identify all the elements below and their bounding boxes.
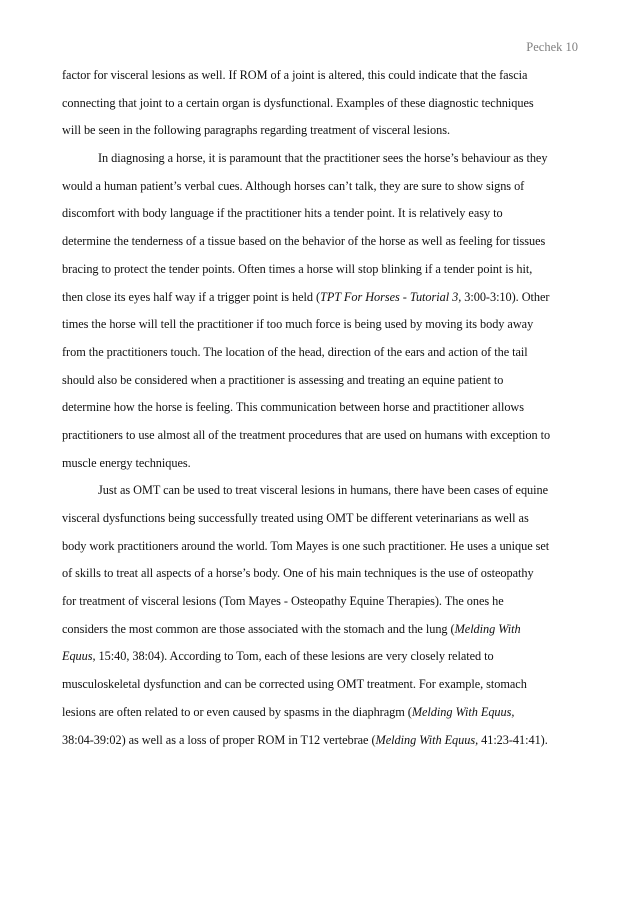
text-segment: body work practitioners around the world. Tom Mayes is one such practitioner. He uses a unique set (62, 538, 550, 553)
text-segment: then close its eyes half way if a trigger point is held ( (62, 289, 321, 304)
text-line (62, 588, 582, 616)
text-line (62, 505, 582, 533)
text-segment: visceral dysfunctions being successfully treated using OMT be different veterinarians as well as (62, 511, 529, 525)
text-line (62, 699, 582, 727)
text-segment: should also be considered when a practitioner is assessing and treating an equine patient to (62, 372, 504, 387)
text-line (62, 671, 582, 699)
text-line (62, 228, 582, 256)
page-header (526, 40, 578, 55)
text-line (62, 62, 582, 90)
italic-citation: Melding With Equus, (411, 704, 515, 719)
text-line (62, 117, 582, 145)
text-line (62, 616, 582, 644)
page-number-label: Pechek 10 (526, 40, 578, 54)
text-line (62, 367, 582, 395)
text-segment: will be seen in the following paragraphs regarding treatment of visceral lesions. (62, 123, 450, 138)
text-segment: of skills to treat all aspects of a horse’s body. One of his main techniques is the use of osteopathy (62, 566, 534, 581)
text-segment: determine how the horse is feeling. This communication between horse and practitioner allows (62, 400, 524, 415)
text-segment: In diagnosing a horse, it is paramount that the practitioner sees the horse’s behaviour as they (98, 151, 548, 166)
text-segment: 3:00-3:10). Other (461, 289, 550, 304)
text-line (62, 727, 582, 755)
text-segment: 38:04-39:02) as well as a loss of proper ROM in T12 vertebrae ( (62, 732, 376, 747)
text-segment: practitioners to use almost all of the treatment procedures that are used on humans with exception to (62, 427, 551, 442)
text-line (62, 339, 582, 367)
italic-citation: Equus, (62, 649, 96, 664)
text-segment: considers the most common are those associated with the stomach and the lung ( (62, 621, 455, 636)
text-segment: muscle energy techniques. (62, 455, 191, 470)
text-line (62, 450, 582, 478)
body-text (62, 62, 582, 754)
text-line (62, 284, 582, 312)
text-segment: Just as OMT can be used to treat visceral lesions in humans, there have been cases of equine (98, 483, 549, 498)
text-line (62, 200, 582, 228)
text-segment: musculoskeletal dysfunction and can be corrected using OMT treatment. For example, stomach (62, 677, 527, 692)
text-segment: lesions are often related to or even caused by spasms in the diaphragm ( (62, 704, 412, 719)
text-segment: connecting that joint to a certain organ is dysfunctional. Examples of these diagnostic techniques (62, 95, 534, 110)
text-segment: bracing to protect the tender points. Often times a horse will stop blinking if a tender point is hit, (62, 261, 533, 276)
text-line (62, 256, 582, 284)
text-line (62, 90, 582, 118)
text-segment: factor for visceral lesions as well. If ROM of a joint is altered, this could indicate that the fascia (62, 68, 528, 82)
text-segment: discomfort with body language if the practitioner hits a tender point. It is relatively easy to (62, 206, 503, 221)
text-segment: for treatment of visceral lesions (Tom Mayes - Osteopathy Equine Therapies). The ones he (62, 594, 504, 609)
text-segment: from the practitioners touch. The location of the head, direction of the ears and action of the tail (62, 344, 528, 359)
text-segment: 41:23-41:41). (478, 732, 548, 747)
italic-citation: Melding With (454, 621, 521, 636)
italic-citation: TPT For Horses - Tutorial 3, (320, 289, 462, 304)
text-line (62, 477, 582, 505)
text-line (62, 311, 582, 339)
text-segment: times the horse will tell the practitioner if too much force is being used by moving its body away (62, 317, 534, 332)
text-line (62, 173, 582, 201)
text-line (62, 643, 582, 671)
text-segment: 15:40, 38:04). According to Tom, each of these lesions are very closely related to (95, 649, 494, 664)
text-segment: determine the tenderness of a tissue based on the behavior of the horse as well as feeling for tissues (62, 234, 546, 249)
text-line (62, 145, 582, 173)
italic-citation: Melding With Equus, (375, 732, 479, 747)
text-segment: would a human patient’s verbal cues. Although horses can’t talk, they are sure to show signs of (62, 178, 525, 193)
text-line (62, 533, 582, 561)
text-line (62, 394, 582, 422)
text-line (62, 560, 582, 588)
text-line (62, 422, 582, 450)
